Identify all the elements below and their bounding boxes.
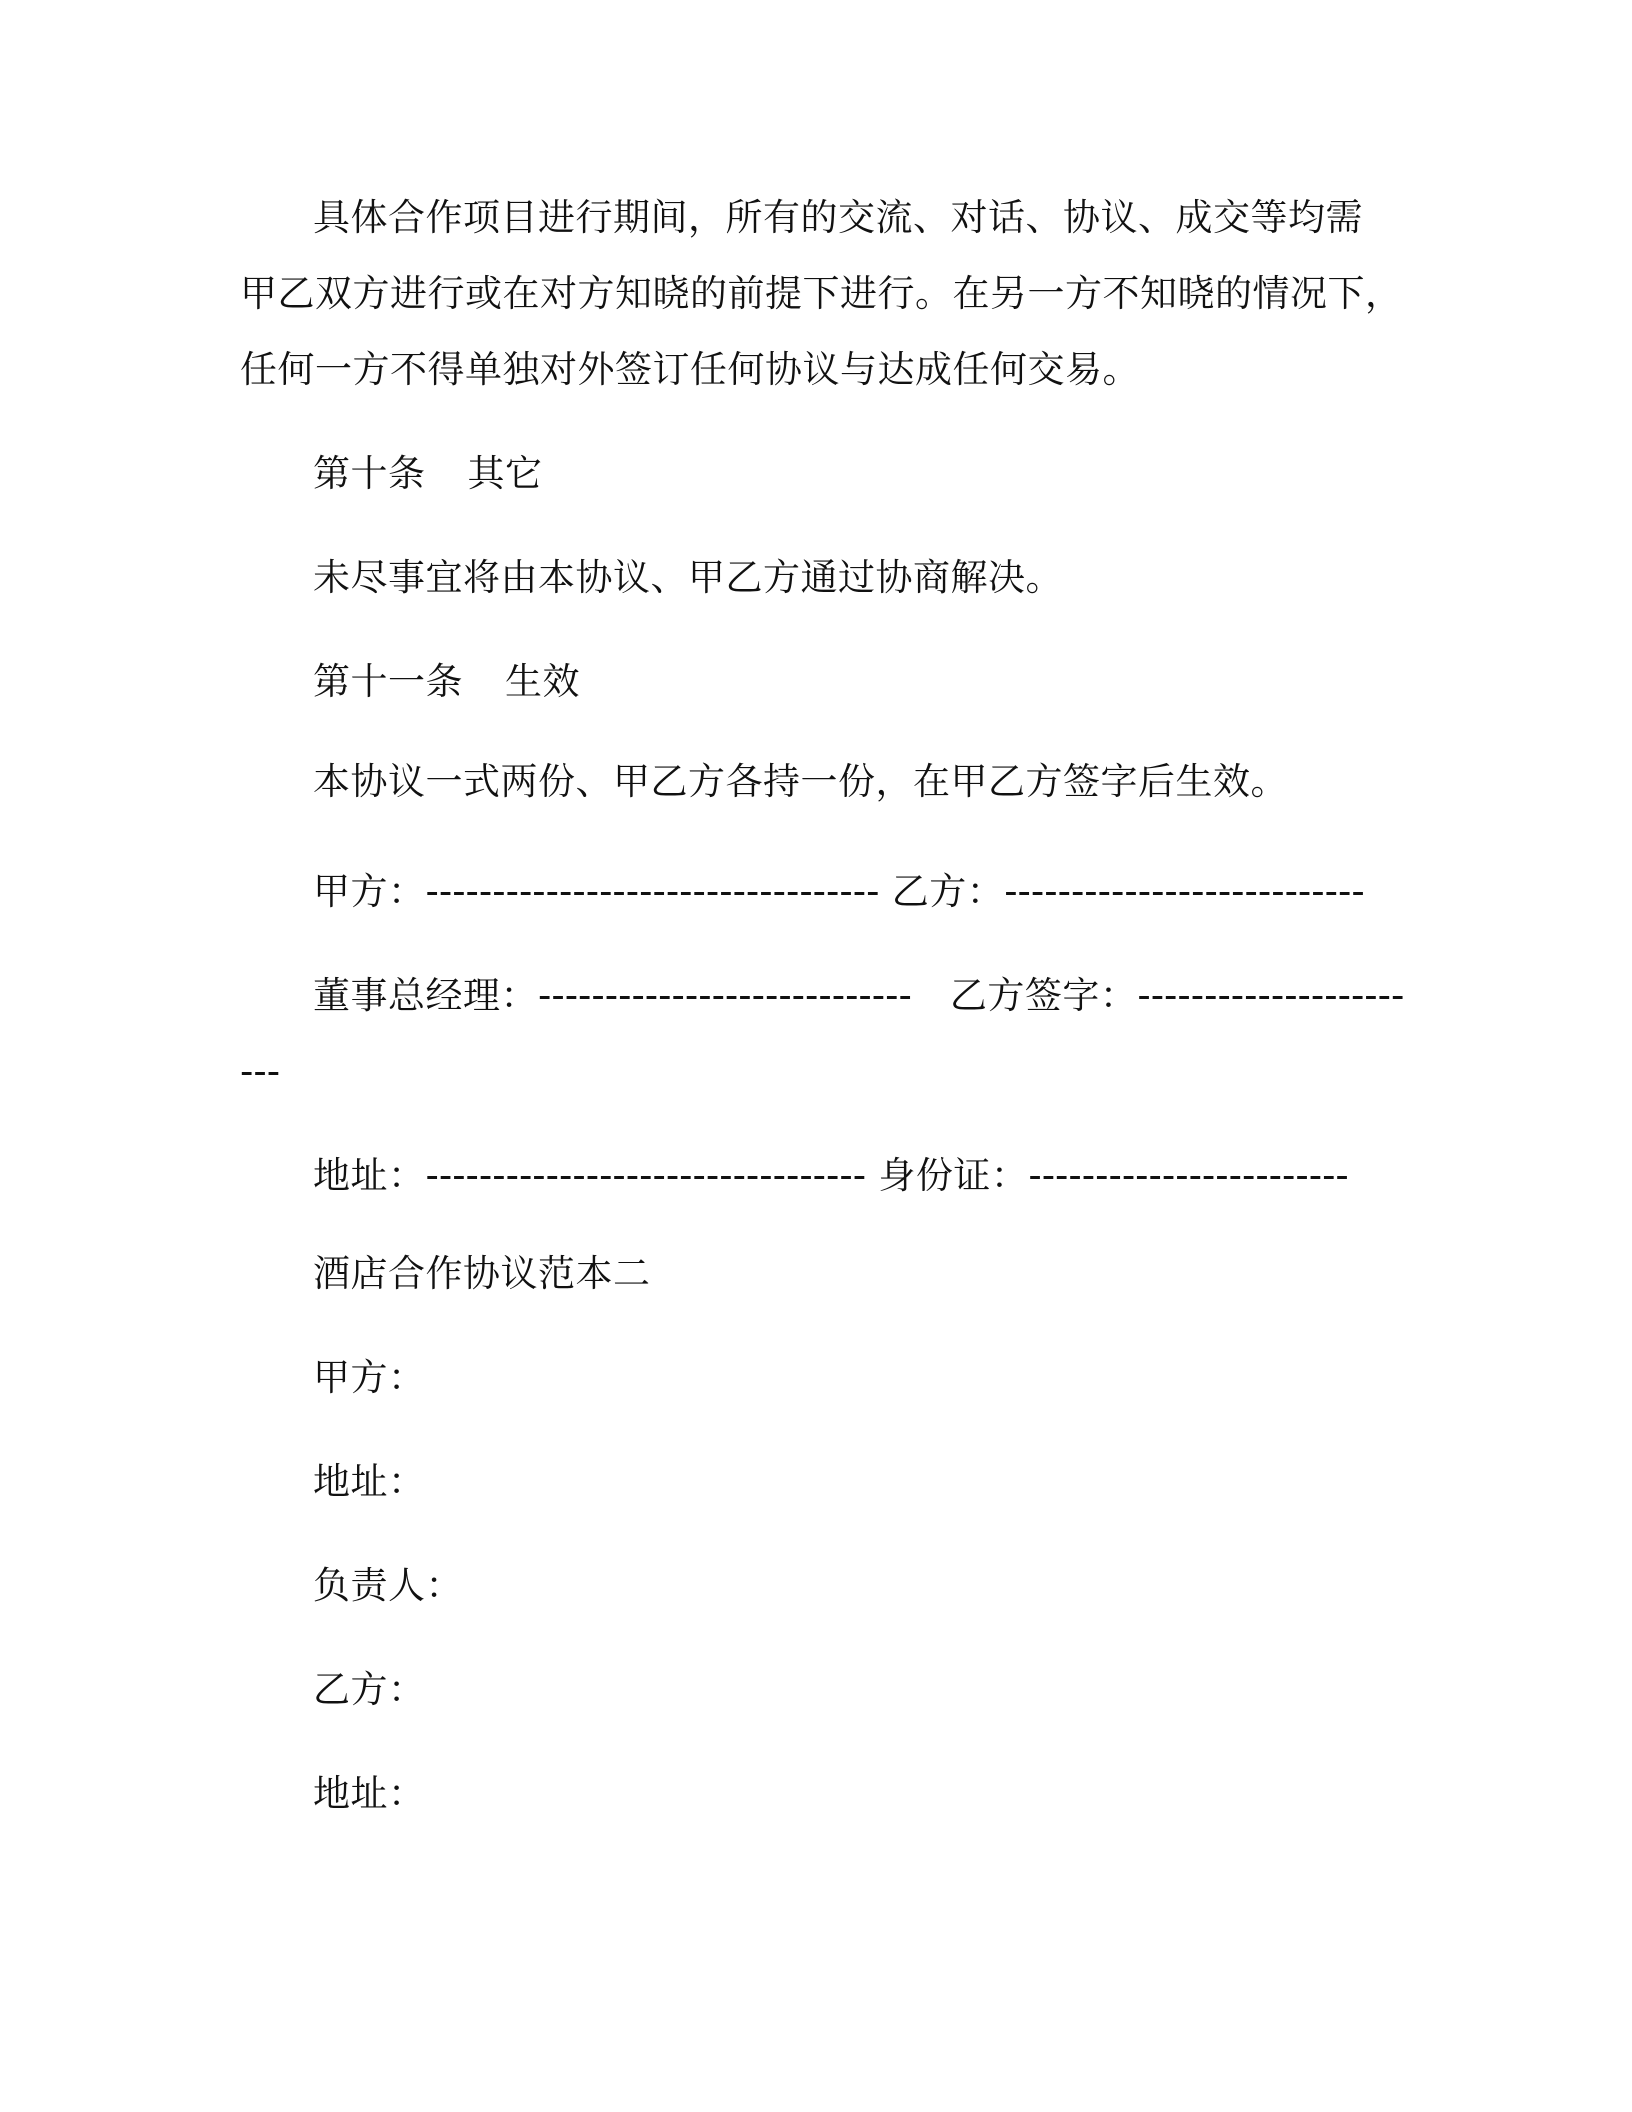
party-a-signature-line: ---------------------------------- (425, 870, 880, 913)
paragraph-line-2: 甲乙双方进行或在对方知晓的前提下进行。在另一方不知晓的情况下， (240, 272, 1403, 315)
address-label: 地址： (313, 1154, 426, 1197)
party-b-sign-label: 乙方签字： (949, 974, 1138, 1017)
id-card-label: 身份证： (878, 1154, 1029, 1197)
party-b-signature-line: --------------------------- (1004, 870, 1365, 913)
party-b-sign-line-continuation: --- (240, 1050, 281, 1093)
template-two-party-a: 甲方： (313, 1356, 426, 1399)
general-manager-signature-line: ---------------------------- (538, 974, 912, 1017)
paragraph-line-1: 具体合作项目进行期间，所有的交流、对话、协议、成交等均需 (313, 196, 1363, 239)
article-10-body: 未尽事宜将由本协议、甲乙方通过协商解决。 (313, 556, 1063, 599)
party-b-sign-line: -------------------- (1137, 974, 1405, 1017)
template-two-title: 酒店合作协议范本二 (313, 1252, 651, 1295)
article-11-body: 本协议一式两份、甲乙方各持一份，在甲乙方签字后生效。 (313, 760, 1288, 803)
article-10-title: 其它 (467, 452, 543, 495)
id-card-line: ------------------------ (1028, 1154, 1349, 1197)
article-11-number: 第十一条 (313, 660, 463, 703)
signature-row-parties (313, 870, 1365, 914)
general-manager-label: 董事总经理： (313, 974, 538, 1017)
signature-row-address (313, 1154, 1349, 1198)
article-11-title: 生效 (505, 660, 580, 703)
article-11-heading (313, 660, 580, 704)
article-10-heading (313, 452, 543, 496)
article-10-number: 第十条 (313, 452, 426, 495)
template-two-party-b: 乙方： (313, 1668, 426, 1711)
address-line: --------------------------------- (425, 1154, 867, 1197)
template-two-address-b: 地址： (313, 1772, 426, 1815)
paragraph-line-3: 任何一方不得单独对外签订任何协议与达成任何交易。 (240, 348, 1140, 391)
template-two-person-in-charge: 负责人： (313, 1564, 463, 1607)
party-a-label: 甲方： (313, 870, 426, 913)
signature-row-officers (313, 974, 1404, 1018)
template-two-address-a: 地址： (313, 1460, 426, 1503)
party-b-label: 乙方： (891, 870, 1005, 913)
